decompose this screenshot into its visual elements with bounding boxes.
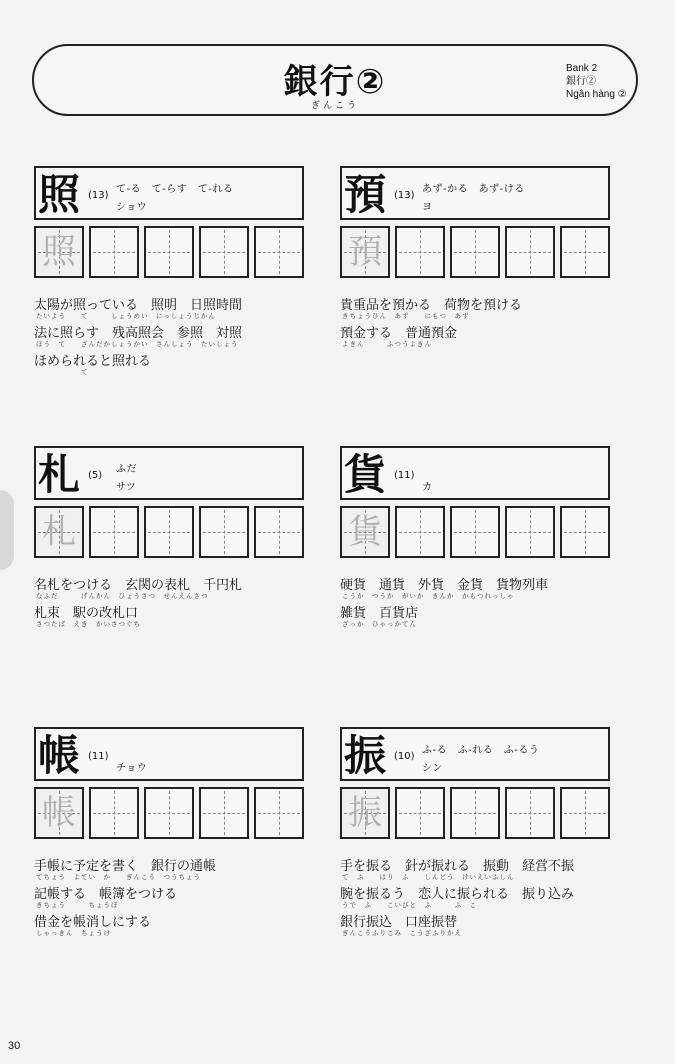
practice-cell[interactable] — [395, 506, 445, 558]
practice-grid — [34, 506, 304, 560]
example-list — [340, 855, 630, 939]
example-text: 手帳に予定を書く 銀行の通帳 — [34, 859, 217, 874]
stroke-count: (10) — [394, 751, 415, 762]
example-line — [34, 883, 324, 911]
example-line — [34, 602, 324, 630]
trace-character: 帳 — [42, 793, 76, 833]
practice-cell[interactable] — [199, 226, 249, 278]
kun-reading: ふ-る ふ-れる ふ-るう — [422, 745, 540, 756]
kanji-character: 貨 — [344, 450, 387, 499]
example-list — [340, 294, 630, 350]
subtitle-vietnamese: Ngân hàng ② — [566, 89, 627, 100]
trace-cell[interactable] — [34, 787, 84, 839]
example-text: 記帳する 帳簿をつける — [34, 887, 178, 902]
practice-cell[interactable] — [450, 506, 500, 558]
example-line — [34, 294, 324, 322]
example-ruby: ぎんこうふりこみ こうざふりかえ — [342, 929, 462, 937]
example-ruby: きちょう ちょうぼ — [36, 901, 119, 909]
lesson-title: 銀行② — [283, 62, 387, 102]
example-line — [340, 883, 630, 911]
kanji-header-box — [340, 727, 610, 781]
practice-cell[interactable] — [254, 226, 304, 278]
example-line — [340, 602, 630, 630]
example-list — [34, 574, 324, 630]
example-ruby: てちょう よてい か ぎんこう つうちょう — [36, 873, 201, 881]
trace-cell[interactable] — [34, 506, 84, 558]
practice-grid — [340, 226, 610, 280]
example-text: 貴重品を預かる 荷物を預ける — [340, 298, 523, 313]
practice-cell[interactable] — [89, 787, 139, 839]
practice-cell[interactable] — [395, 226, 445, 278]
example-text: 預金する 普通預金 — [340, 326, 458, 341]
kanji-header-box — [340, 446, 610, 500]
lesson-subtitle — [566, 62, 627, 101]
trace-character: 振 — [348, 793, 382, 833]
practice-cell[interactable] — [144, 506, 194, 558]
example-text: 手を振る 針が振れる 振動 経営不振 — [340, 859, 575, 874]
example-line — [340, 322, 630, 350]
kanji-header-box — [340, 166, 610, 220]
practice-cell[interactable] — [505, 787, 555, 839]
example-list — [34, 294, 324, 378]
practice-cell[interactable] — [395, 787, 445, 839]
example-line — [340, 294, 630, 322]
kanji-character: 照 — [38, 170, 81, 219]
practice-cell[interactable] — [199, 506, 249, 558]
kanji-header-box — [34, 166, 304, 220]
example-text: 太陽が照っている 照明 日照時間 — [34, 298, 243, 313]
trace-cell[interactable] — [340, 226, 390, 278]
on-reading: シン — [422, 763, 443, 774]
page-number: 30 — [8, 1040, 21, 1052]
example-ruby: ほう て ざんだかしょうかい さんしょう たいしょう — [36, 340, 239, 348]
example-line — [340, 574, 630, 602]
trace-character: 札 — [42, 512, 76, 552]
stroke-count: (11) — [394, 470, 415, 481]
example-line — [34, 911, 324, 939]
on-reading: カ — [422, 482, 433, 493]
trace-cell[interactable] — [34, 226, 84, 278]
example-text: 銀行振込 口座振替 — [340, 915, 458, 930]
example-line — [34, 322, 324, 350]
example-ruby: て ふ はり ふ しんどう けいえいふしん — [342, 873, 515, 881]
example-text: 名札をつける 玄関の表札 千円札 — [34, 578, 243, 593]
practice-cell[interactable] — [89, 226, 139, 278]
practice-cell[interactable] — [144, 226, 194, 278]
example-ruby: さつたば えき かいさつぐち — [36, 620, 141, 628]
trace-cell[interactable] — [340, 787, 390, 839]
practice-cell[interactable] — [144, 787, 194, 839]
practice-cell[interactable] — [560, 787, 610, 839]
example-ruby: て — [36, 368, 89, 376]
kanji-header-box — [34, 446, 304, 500]
example-list — [34, 855, 324, 939]
practice-cell[interactable] — [254, 506, 304, 558]
practice-grid — [340, 787, 610, 841]
example-line — [340, 911, 630, 939]
stroke-count: (11) — [88, 751, 109, 762]
practice-cell[interactable] — [505, 226, 555, 278]
lesson-title-ruby: ぎんこう — [310, 101, 359, 111]
kun-reading: て-る て-らす て-れる — [116, 184, 234, 195]
kun-reading: ふだ — [116, 464, 137, 475]
example-line — [34, 855, 324, 883]
example-ruby: たいよう て しょうめい にっしょうじかん — [36, 312, 216, 320]
example-text: 法に照らす 残高照会 参照 対照 — [34, 326, 243, 341]
kanji-character: 振 — [344, 731, 387, 780]
example-list — [340, 574, 630, 630]
example-text: ほめられると照れる — [34, 354, 152, 369]
example-text: 硬貨 通貨 外貨 金貨 貨物列車 — [340, 578, 549, 593]
example-ruby: しゃっきん ちょうけ — [36, 929, 111, 937]
stroke-count: (13) — [394, 190, 415, 201]
practice-cell[interactable] — [254, 787, 304, 839]
practice-cell[interactable] — [560, 226, 610, 278]
example-text: 腕を振るう 恋人に振られる 振り込み — [340, 887, 575, 902]
example-ruby: きちょうひん あず にもつ あず — [342, 312, 470, 320]
kanji-character: 帳 — [38, 731, 81, 780]
example-ruby: こうか つうか がいか きんか かもつれっしゃ — [342, 592, 515, 600]
example-ruby: うで ふ こいびと ふ ふ こ — [342, 901, 477, 909]
kanji-character: 預 — [344, 170, 387, 219]
practice-cell[interactable] — [450, 787, 500, 839]
subtitle-japanese: 銀行② — [566, 76, 596, 87]
example-line — [340, 855, 630, 883]
practice-grid — [34, 787, 304, 841]
trace-character: 貨 — [348, 512, 382, 552]
practice-grid — [34, 226, 304, 280]
stroke-count: (13) — [88, 190, 109, 201]
kanji-character: 札 — [38, 450, 81, 499]
kun-reading: あず-かる あず-ける — [422, 184, 525, 195]
practice-grid — [340, 506, 610, 560]
practice-cell[interactable] — [199, 787, 249, 839]
example-ruby: なふだ げんかん ひょうさつ せんえんさつ — [36, 592, 209, 600]
example-text: 札束 駅の改札口 — [34, 606, 139, 621]
example-ruby: ざっか ひゃっかてん — [342, 620, 417, 628]
on-reading: チョウ — [116, 763, 148, 774]
stroke-count: (5) — [88, 470, 103, 481]
trace-character: 照 — [42, 232, 76, 272]
lesson-header — [32, 44, 638, 116]
example-ruby: よきん ふつうよきん — [342, 340, 432, 348]
kanji-header-box — [34, 727, 304, 781]
on-reading: ヨ — [422, 202, 433, 213]
practice-cell[interactable] — [89, 506, 139, 558]
example-text: 借金を帳消しにする — [34, 915, 152, 930]
trace-cell[interactable] — [340, 506, 390, 558]
practice-cell[interactable] — [450, 226, 500, 278]
practice-cell[interactable] — [505, 506, 555, 558]
example-line — [34, 350, 324, 378]
example-line — [34, 574, 324, 602]
on-reading: サツ — [116, 482, 137, 493]
subtitle-english: Bank 2 — [566, 63, 598, 74]
practice-cell[interactable] — [560, 506, 610, 558]
binding-shadow — [0, 490, 14, 570]
trace-character: 預 — [348, 232, 382, 272]
on-reading: ショウ — [116, 202, 148, 213]
example-text: 雑貨 百貨店 — [340, 606, 419, 621]
